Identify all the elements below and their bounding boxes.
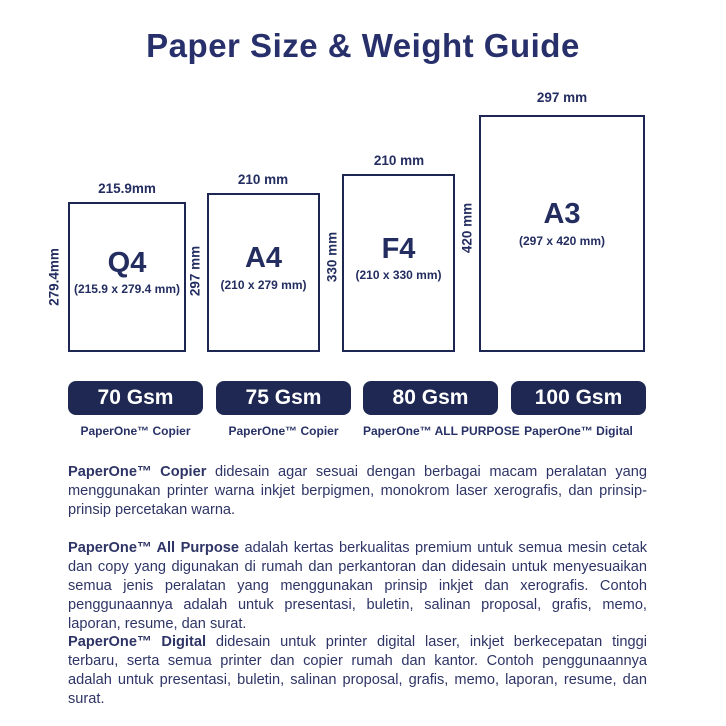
product-name: PaperOne™ Copier xyxy=(80,424,191,438)
product-name: PaperOne™ Copier xyxy=(228,424,339,438)
a3-width-dimension-label: 297 mm xyxy=(536,90,588,105)
q4-paper-labels xyxy=(74,248,180,297)
q4-height-dimension-label: 279.4mm xyxy=(46,248,62,306)
paragraph-body: didesain untuk printer digital laser, inkjet berkecepatan tinggi terbaru, serta semua printer dan copier rumah dan kantor. Contoh penggunaannya adalah untuk presentasi, buletin, salinan proposal, grafis, memo, laporan, resume, dan surat. xyxy=(68,634,647,707)
paper-dims: (215.9 x 279.4 mm) xyxy=(73,282,181,297)
description-paragraph-digital xyxy=(68,633,647,709)
a3-paper-box xyxy=(479,115,645,352)
weight-badge: 75 Gsm xyxy=(216,381,351,415)
paper-name: F4 xyxy=(381,232,416,265)
product-lead: PaperOne™ Digital xyxy=(68,634,207,650)
f4-width-dimension-label: 210 mm xyxy=(373,153,425,168)
description-paragraph-copier xyxy=(68,463,647,520)
f4-paper-box xyxy=(342,174,455,352)
weight-group-75gsm xyxy=(216,381,351,438)
q4-paper-box xyxy=(68,202,186,352)
weight-badge: 100 Gsm xyxy=(511,381,646,415)
a3-height-dimension-label: 420 mm xyxy=(459,202,475,254)
weight-group-80gsm xyxy=(363,381,520,438)
q4-width-dimension-label: 215.9mm xyxy=(98,181,156,196)
f4-paper-labels xyxy=(355,234,441,283)
paper-name: Q4 xyxy=(107,246,147,279)
page-title: Paper Size & Weight Guide xyxy=(146,27,580,64)
paragraph-body: adalah kertas berkualitas premium untuk semua mesin cetak dan copy yang digunakan di rumah dan perkantoran dan didesain untuk menyesuaikan semua jenis peralatan yang menggunakan prinsip inkjet dan xerografis. Contoh penggunaannya adalah untuk presentasi, buletin, salinan proposal, grafis, memo, laporan, resume, dan surat. xyxy=(68,540,647,632)
paper-dims: (210 x 330 mm) xyxy=(355,268,442,283)
paper-name: A3 xyxy=(543,198,581,231)
paper-dims: (297 x 420 mm) xyxy=(518,233,606,248)
description-paragraph-all-purpose xyxy=(68,539,647,634)
a4-width-dimension-label: 210 mm xyxy=(237,172,289,187)
product-lead: PaperOne™ Copier xyxy=(68,464,207,480)
paper-name: A4 xyxy=(244,242,283,275)
product-name: PaperOne™ Digital xyxy=(524,424,633,438)
weight-badge: 70 Gsm xyxy=(68,381,203,415)
a4-height-dimension-label: 297 mm xyxy=(187,245,203,297)
paper-dims: (210 x 279 mm) xyxy=(220,277,307,292)
product-name: PaperOne™ ALL PURPOSE xyxy=(363,424,520,438)
a3-paper-labels xyxy=(519,199,605,248)
product-lead: PaperOne™ All Purpose xyxy=(68,540,239,556)
f4-height-dimension-label: 330 mm xyxy=(324,231,340,283)
a4-paper-box xyxy=(207,193,320,352)
weight-group-70gsm xyxy=(68,381,203,438)
a4-paper-labels xyxy=(220,243,306,292)
paragraph-body: didesain agar sesuai dengan berbagai macam peralatan yang menggunakan printer warna inkjet berpigmen, monokrom laser xerografis, dan prinsip-prinsip percetakan warna. xyxy=(68,464,647,518)
weight-badge: 80 Gsm xyxy=(363,381,498,415)
weight-group-100gsm xyxy=(511,381,646,438)
